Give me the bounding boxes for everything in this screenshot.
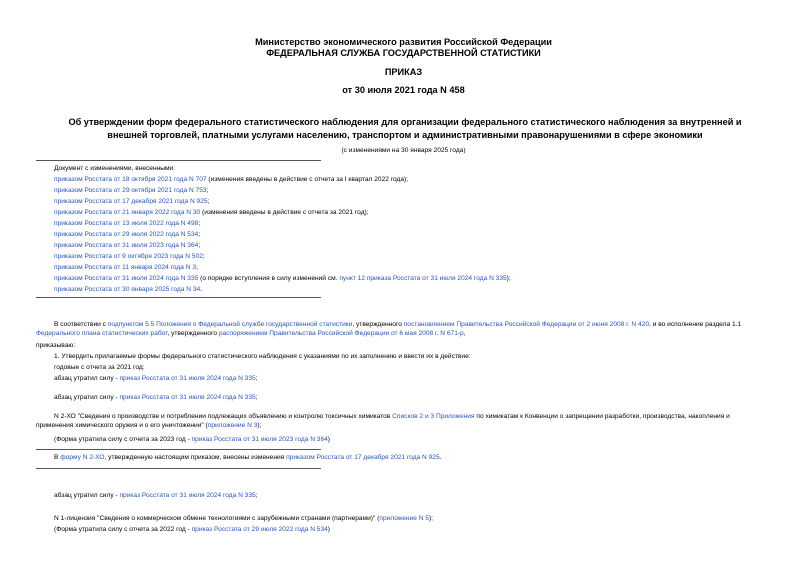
document-title: Об утверждении форм федерального статистического наблюдения для организации федерального статистического наблюдения за внутренней и внешней торговлей, платными услугами населению, транспортом и административными правонарушениями в сфере экономики	[68, 117, 742, 140]
appendix-5-link[interactable]: приложение N 5	[379, 515, 429, 522]
change-item: приказом Росстата от 31 июля 2024 года N 335 (о порядке вступления в силу изменений см. пункт 12 приказа Росстата от 31 июля 2024 года N 335);	[54, 275, 511, 282]
change-item: приказом Росстата от 31 июля 2023 года N 364;	[54, 242, 201, 249]
government-resolution-link[interactable]: постановлением Правительства Российской Федерации от 2 июня 2008 г. N 420	[403, 321, 650, 328]
change-item: приказом Росстата от 29 октября 2021 года N 753;	[54, 187, 209, 194]
change-link[interactable]: приказом Росстата от 11 января 2024 года N 3	[54, 264, 197, 271]
document-date-number: от 30 июля 2021 года N 458	[342, 85, 465, 95]
document-type: ПРИКАЗ	[384, 67, 423, 77]
ministry-name: Министерство экономического развития Российской Федерации	[255, 37, 552, 47]
lapsed-paragraph: абзац утратил силу - приказ Росстата от 31 июля 2024 года N 335;	[54, 492, 258, 499]
lapsed-paragraph: абзац утратил силу - приказ Росстата от 31 июля 2024 года N 335;	[54, 375, 258, 382]
change-item: приказом Росстата от 13 июля 2022 года N 498;	[54, 220, 201, 227]
government-order-link[interactable]: распоряжением Правительства Российской Федерации от 6 мая 2008 г. N 671-р	[218, 329, 464, 337]
changes-top-divider	[36, 160, 321, 161]
form-2xo-note: (Форма утратила силу с отчета за 2023 год - приказ Росстата от 31 июля 2023 года N 364)	[54, 436, 330, 443]
change-item: приказом Росстата от 29 июля 2022 года N 534;	[54, 231, 201, 238]
order-534-link[interactable]: приказ Росстата от 29 июля 2022 года N 534	[191, 526, 328, 533]
change-link-clause[interactable]: пункт 12 приказа Росстата от 31 июля 2024 года N 335	[339, 275, 507, 282]
lists-link[interactable]: Списков 2 и 3 Приложения	[392, 413, 475, 420]
regulation-link[interactable]: подпунктом 5.5 Положения о Федеральной службе государственной статистики	[107, 321, 353, 328]
clause-1: 1. Утвердить прилагаемые формы федерального статистического наблюдения с указаниями по их заполнению и ввести их в действие:	[54, 353, 471, 360]
change-item: приказом Росстата от 11 января 2024 года N 3;	[54, 264, 198, 271]
change-link[interactable]: приказом Росстата от 17 декабря 2021 года N 925	[54, 198, 208, 205]
change-item: приказом Росстата от 30 января 2025 года N 34.	[54, 286, 203, 293]
edition-note: (с изменениями на 30 января 2025 года)	[341, 147, 466, 154]
decree-word: приказываю:	[36, 342, 76, 349]
lapsed-order-link[interactable]: приказ Росстата от 31 июля 2024 года N 335	[119, 394, 256, 401]
note-top-divider	[36, 449, 321, 450]
annual-forms-heading: годовые с отчета за 2021 год:	[54, 364, 145, 371]
statistical-plan-link[interactable]: Федерального плана статистических работ	[36, 329, 168, 337]
order-364-link[interactable]: приказ Росстата от 31 июля 2023 года N 364	[191, 436, 328, 443]
changes-intro: Документ с изменениями, внесенными:	[54, 165, 176, 172]
change-item: приказом Росстата от 21 января 2022 года N 30 (изменения введены в действие с отчета за 2021 год);	[54, 209, 369, 216]
change-link[interactable]: приказом Росстата от 29 октября 2021 года N 753	[54, 187, 207, 194]
lapsed-order-link[interactable]: приказ Росстата от 31 июля 2024 года N 335	[119, 375, 256, 382]
change-link[interactable]: приказом Росстата от 31 июля 2024 года N 335	[54, 275, 199, 282]
appendix-3-link[interactable]: приложение N 3	[207, 421, 258, 429]
lapsed-paragraph: абзац утратил силу - приказ Росстата от 31 июля 2024 года N 335;	[54, 394, 258, 401]
form-1-license-note: (Форма утратила силу с отчета за 2022 год - приказ Росстата от 29 июля 2022 года N 534)	[54, 526, 330, 533]
change-link[interactable]: приказом Росстата от 13 июля 2022 года N 498	[54, 220, 199, 227]
note-bottom-divider	[36, 468, 321, 469]
form-2xo-paragraph: N 2-ХО "Сведения о производстве и потреблении подлежащих объявлению и контролю токсичных химикатов Списков 2 и 3 Приложения по химикатам к Конвенции о запрещении разработки, производства, накопления и применения химического оружия и о его уничтожении" (приложение N 3);	[36, 413, 730, 429]
change-link[interactable]: приказом Росстата от 18 октября 2021 года N 707	[54, 176, 207, 183]
form-2xo-link[interactable]: форму N 2-ХО	[60, 454, 105, 461]
change-link[interactable]: приказом Росстата от 29 июля 2022 года N 534	[54, 231, 199, 238]
service-name: ФЕДЕРАЛЬНАЯ СЛУЖБА ГОСУДАРСТВЕННОЙ СТАТИСТИКИ	[266, 48, 541, 58]
change-item: приказом Росстата от 17 декабря 2021 года N 925;	[54, 198, 210, 205]
change-link[interactable]: приказом Росстата от 9 октября 2023 года N 502	[54, 253, 203, 260]
amendment-note: В форму N 2-ХО, утвержденную настоящим приказом, внесены изменения приказом Росстата от 17 декабря 2021 года N 925.	[54, 454, 442, 461]
form-1-license-paragraph: N 1-лицензия "Сведения о коммерческом обмене технологиями с зарубежными странами (партнерами)" (приложение N 5);	[54, 515, 434, 522]
lapsed-order-link[interactable]: приказ Росстата от 31 июля 2024 года N 335	[119, 492, 256, 499]
change-item: приказом Росстата от 18 октября 2021 года N 707 (изменения введены в действие с отчета за I квартал 2022 года);	[54, 176, 409, 183]
change-link[interactable]: приказом Росстата от 30 января 2025 года N 34	[54, 286, 201, 293]
preamble-paragraph: В соответствии с подпунктом 5.5 Положения о Федеральной службе государственной статистики, утвержденного постановлением Правительства Российской Федерации от 2 июня 2008 г. N 420, и во исполнение раздела 1.1 Федерального плана статистических работ, утвержденного распоряжением Правительства Российской Федерации от 6 мая 2008 г. N 671-р,	[36, 321, 742, 337]
changes-bottom-divider	[36, 297, 321, 298]
order-925-link[interactable]: приказом Росстата от 17 декабря 2021 года N 925	[286, 454, 440, 461]
change-link[interactable]: приказом Росстата от 21 января 2022 года N 30	[54, 209, 201, 216]
change-link[interactable]: приказом Росстата от 31 июля 2023 года N 364	[54, 242, 199, 249]
change-item: приказом Росстата от 9 октября 2023 года N 502;	[54, 253, 205, 260]
